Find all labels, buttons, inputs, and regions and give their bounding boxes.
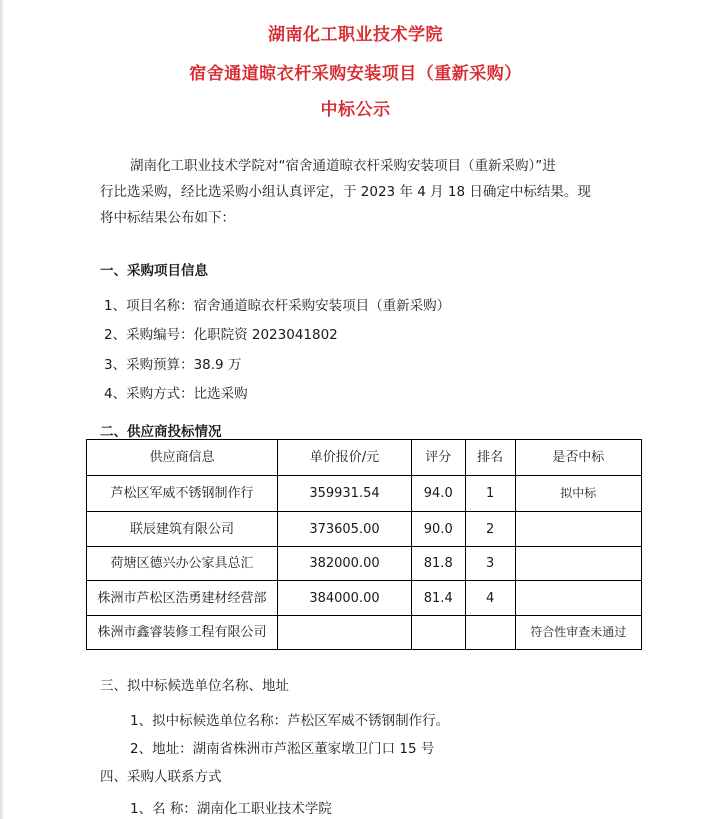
page-edge-shadow — [0, 0, 4, 819]
price-cell — [278, 616, 412, 650]
project-name-item: 1、项目名称：宿舍通道晾衣杆采购安装项目（重新采购） — [104, 298, 451, 314]
table-row — [87, 581, 642, 616]
purchaser-name-item: 1、名 称：湖南化工职业技术学院 — [130, 801, 332, 817]
method-item: 4、采购方式：比选采购 — [104, 386, 248, 402]
supplier-cell: 芦松区军威不锈钢制作行 — [87, 476, 278, 512]
score-cell: 90.0 — [411, 512, 465, 547]
section4-heading: 四、采购人联系方式 — [100, 769, 222, 785]
score-cell: 81.4 — [411, 581, 465, 616]
score-cell: 94.0 — [411, 476, 465, 512]
section2-heading: 二、供应商投标情况 — [100, 424, 222, 440]
table-header-row — [87, 440, 642, 476]
intro-line-1: 湖南化工职业技术学院对“宿舍通道晾衣杆采购安装项目（重新采购）”进 — [130, 158, 556, 174]
candidate-name-item: 1、拟中标候选单位名称：芦松区军威不锈钢制作行。 — [130, 713, 450, 729]
score-cell — [411, 616, 465, 650]
price-cell: 382000.00 — [278, 547, 412, 581]
table-row — [87, 547, 642, 581]
rank-cell: 3 — [465, 547, 515, 581]
price-cell: 359931.54 — [278, 476, 412, 512]
section1-heading: 一、采购项目信息 — [100, 263, 208, 279]
supplier-cell: 荷塘区德兴办公家具总汇 — [87, 547, 278, 581]
rank-cell — [465, 616, 515, 650]
candidate-address-item: 2、地址：湖南省株洲市芦淞区董家墩卫门口 15 号 — [130, 741, 435, 757]
awarded-cell: 符合性审查未通过 — [515, 616, 642, 650]
awarded-cell — [515, 581, 642, 616]
supplier-cell: 株洲市鑫睿装修工程有限公司 — [87, 616, 278, 650]
project-number-item: 2、采购编号：化职院资 2023041802 — [104, 327, 338, 343]
table-row — [87, 512, 642, 547]
col-rank: 排名 — [465, 440, 515, 476]
awarded-cell — [515, 512, 642, 547]
supplier-cell: 联辰建筑有限公司 — [87, 512, 278, 547]
intro-paragraph — [100, 153, 620, 231]
table-row — [87, 476, 642, 512]
col-score: 评分 — [411, 440, 465, 476]
col-supplier: 供应商信息 — [87, 440, 278, 476]
table-row — [87, 616, 642, 650]
rank-cell: 4 — [465, 581, 515, 616]
price-cell: 373605.00 — [278, 512, 412, 547]
price-cell: 384000.00 — [278, 581, 412, 616]
section3-heading: 三、拟中标候选单位名称、地址 — [100, 678, 289, 694]
project-title: 宿舍通道晾衣杆采购安装项目（重新采购） — [189, 64, 522, 84]
bid-table — [86, 439, 642, 650]
score-cell: 81.8 — [411, 547, 465, 581]
awarded-cell: 拟中标 — [515, 476, 642, 512]
intro-line-2: 行比选采购，经比选采购小组认真评定，于 2023 年 4 月 18 日确定中标结果。现 — [100, 184, 591, 200]
rank-cell: 1 — [465, 476, 515, 512]
rank-cell: 2 — [465, 512, 515, 547]
doc-type-title: 中标公示 — [320, 100, 391, 120]
col-awarded: 是否中标 — [515, 440, 642, 476]
awarded-cell — [515, 547, 642, 581]
supplier-cell: 株洲市芦松区浩勇建材经营部 — [87, 581, 278, 616]
intro-line-3: 将中标结果公布如下： — [100, 210, 235, 226]
col-price: 单价报价/元 — [278, 440, 412, 476]
budget-item: 3、采购预算：38.9 万 — [104, 357, 242, 373]
org-title: 湖南化工职业技术学院 — [268, 25, 443, 45]
